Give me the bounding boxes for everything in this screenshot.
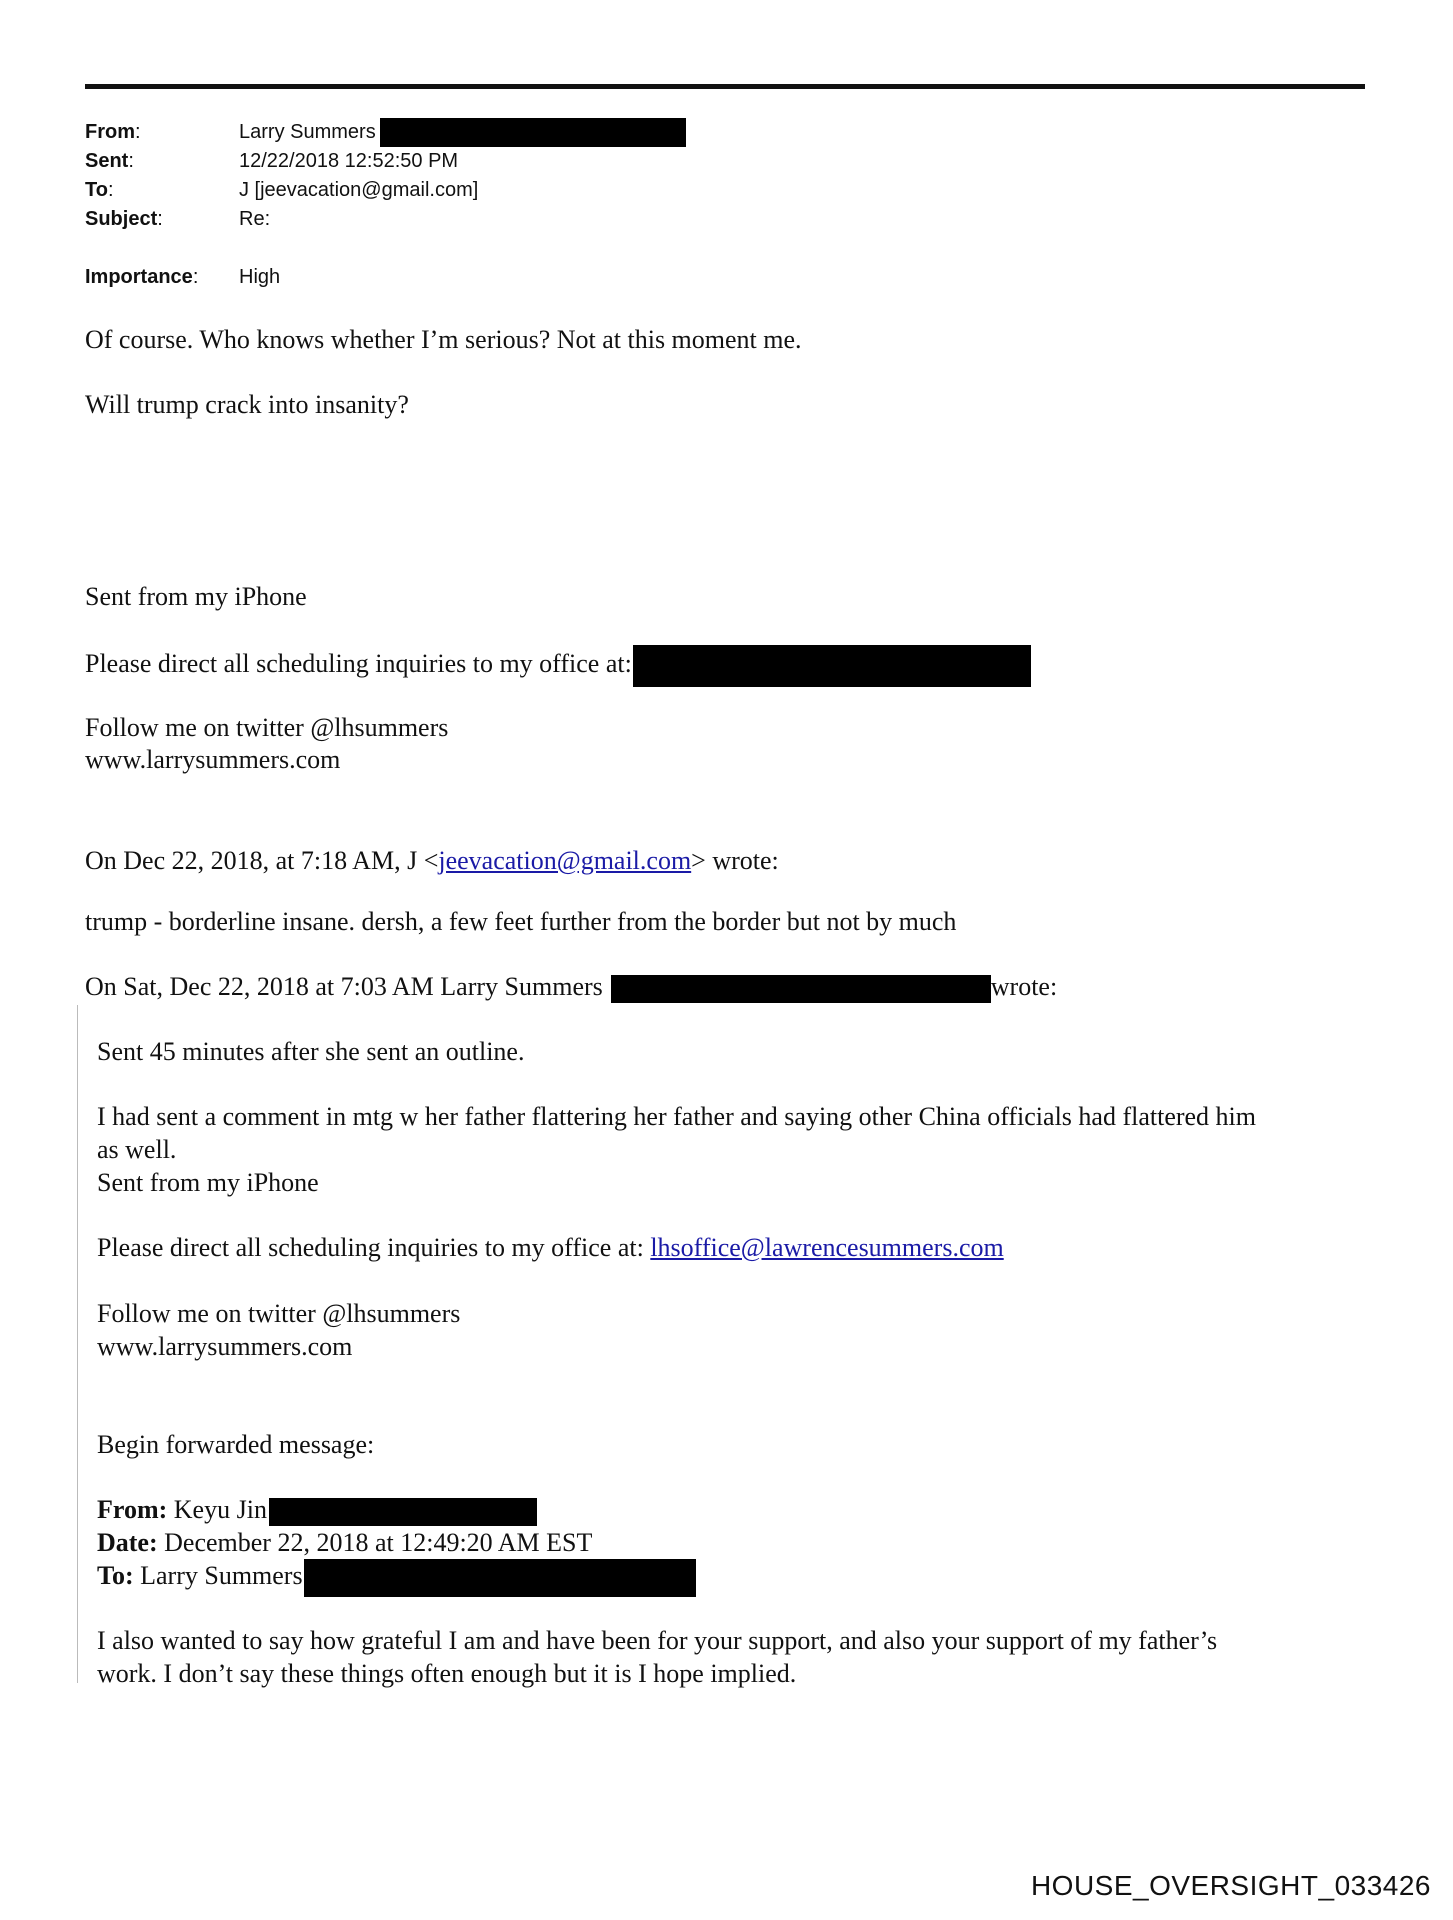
quoted-sent-from: Sent from my iPhone [97, 1168, 319, 1197]
scheduling-text: Please direct all scheduling inquiries to my office at: [85, 648, 632, 678]
closing-line-a: I also wanted to say how grateful I am and have been for your support, and also your support of my father’s [97, 1626, 1218, 1655]
forwarded-heading: Begin forwarded message: [97, 1430, 375, 1459]
fwd-date-line: Date: December 22, 2018 at 12:49:20 AM EST [97, 1528, 593, 1557]
body-line-1: Of course. Who knows whether I’m serious? Not at this moment me. [85, 325, 802, 354]
redaction-box [633, 645, 1031, 687]
importance-label: Importance [85, 266, 193, 288]
email-link[interactable]: jeevacation@gmail.com [438, 846, 692, 875]
bates-number: HOUSE_OVERSIGHT_033426 [1030, 1870, 1431, 1901]
quoted-line-1: Sent 45 minutes after she sent an outline. [97, 1037, 525, 1066]
twitter-line: Follow me on twitter @lhsummers [85, 713, 449, 742]
redaction-box [380, 118, 686, 147]
sent-from-iphone: Sent from my iPhone [85, 582, 307, 611]
header-sent-row: Sent: 12/22/2018 12:52:50 PM [85, 150, 459, 172]
quoted-twitter: Follow me on twitter @lhsummers [97, 1299, 461, 1328]
reply1-text: trump - borderline insane. dersh, a few feet further from the border but not by much [85, 907, 957, 936]
redaction-box [269, 1498, 537, 1526]
from-value: Larry Summers [239, 121, 376, 143]
fwd-to-line: To: Larry Summers [97, 1559, 696, 1597]
header-subject-row: Subject: Re: [85, 208, 271, 230]
sent-label: Sent [85, 150, 129, 172]
quoted-line-2a: I had sent a comment in mtg w her father flattering her father and saying other China officials had flattered him [97, 1102, 1257, 1131]
subject-label: Subject [85, 208, 158, 230]
top-rule [85, 84, 1365, 89]
header-importance-row: Importance: High [85, 266, 281, 288]
reply1-attribution: On Dec 22, 2018, at 7:18 AM, J <jeevacation@gmail.com> wrote: [85, 846, 779, 875]
importance-value: High [239, 266, 281, 288]
redaction-box [611, 975, 991, 1003]
email-header [85, 118, 686, 292]
quoted-line-2b: as well. [97, 1135, 177, 1164]
email-link[interactable]: lhsoffice@lawrencesummers.com [650, 1233, 1004, 1262]
to-label: To [85, 179, 108, 201]
body-line-2: Will trump crack into insanity? [85, 390, 409, 419]
redaction-box [304, 1559, 696, 1597]
from-label: From [85, 121, 135, 143]
header-to-row: To: J [jeevacation@gmail.com] [85, 179, 479, 201]
to-value: J [jeevacation@gmail.com] [239, 179, 479, 201]
quoted-scheduling: Please direct all scheduling inquiries to my office at: lhsoffice@lawrencesummers.com [97, 1233, 1004, 1262]
quote-bar [77, 1005, 78, 1683]
quoted-website: www.larrysummers.com [97, 1332, 353, 1361]
scheduling-line [85, 645, 1031, 687]
closing-line-b: work. I don’t say these things often enough but it is I hope implied. [97, 1659, 797, 1688]
header-from-row: From: Larry Summers [85, 118, 686, 147]
website-line: www.larrysummers.com [85, 745, 341, 774]
subject-value: Re: [239, 208, 271, 230]
sent-value: 12/22/2018 12:52:50 PM [239, 150, 459, 172]
reply2-attribution: On Sat, Dec 22, 2018 at 7:03 AM Larry Summers wrote: [85, 970, 1057, 1003]
fwd-from-line: From: Keyu Jin [97, 1493, 537, 1526]
